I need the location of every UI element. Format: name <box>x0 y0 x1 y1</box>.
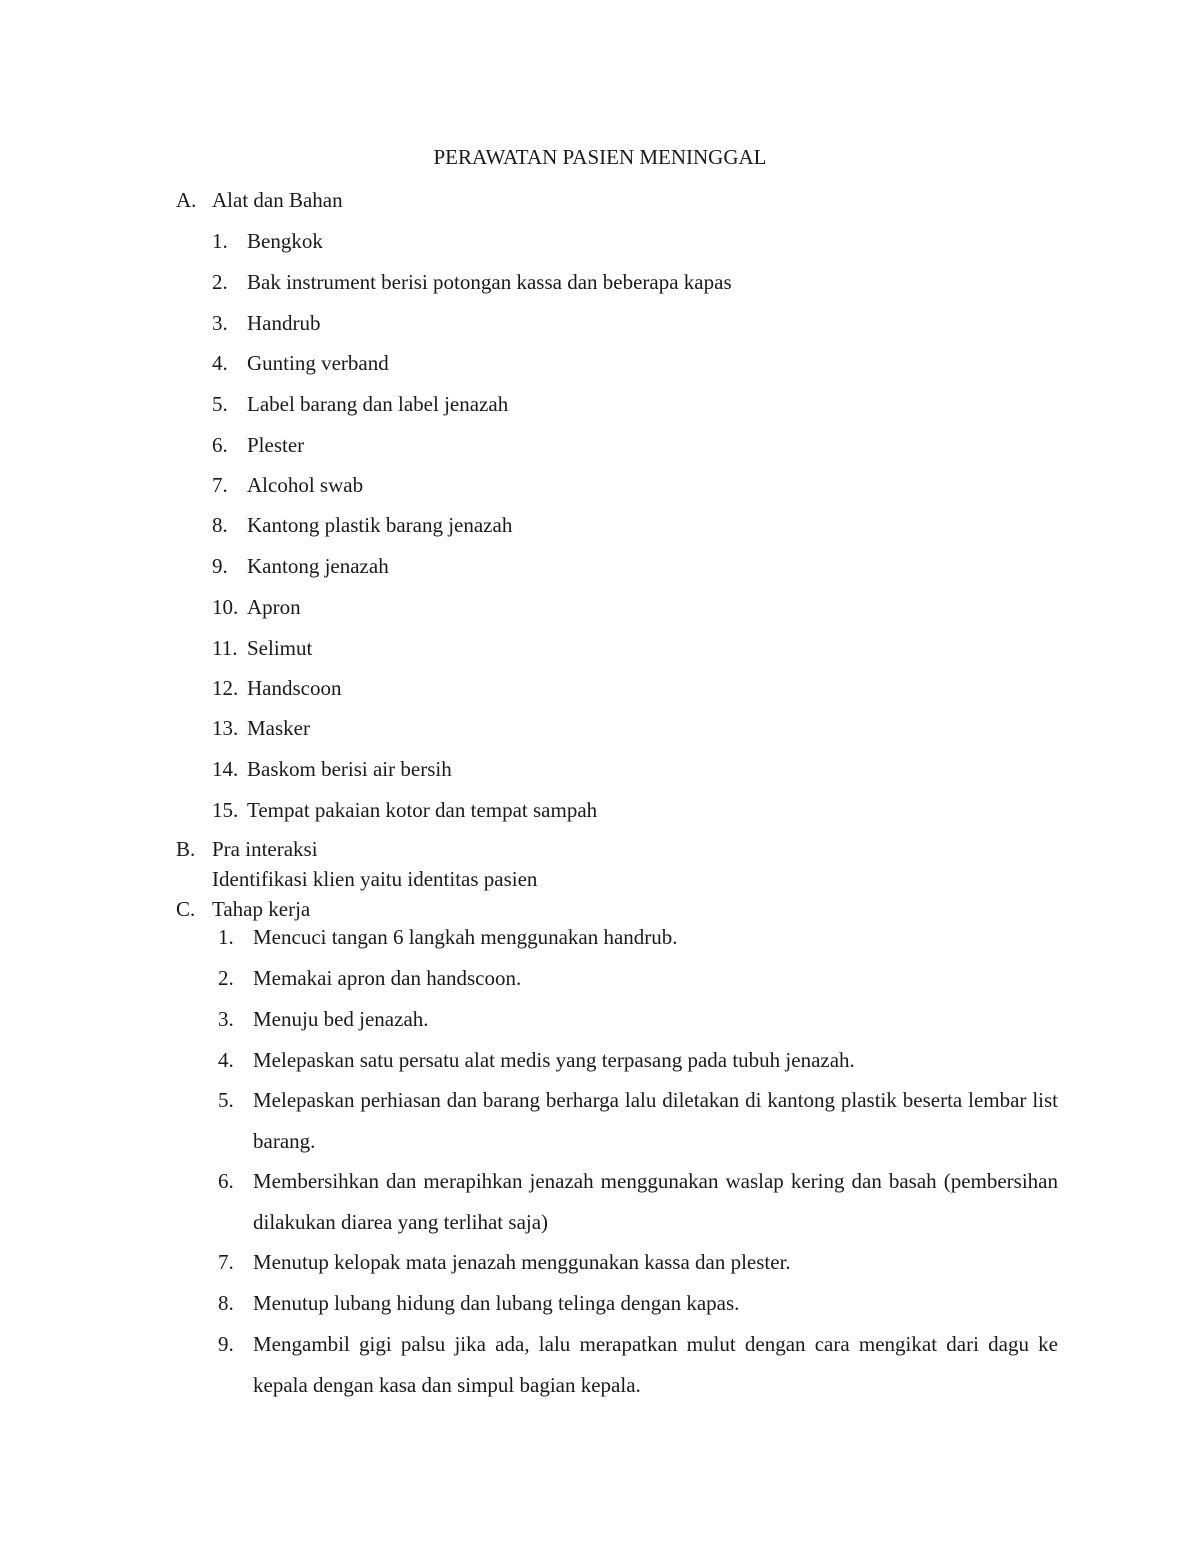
section-a-letter: A. <box>176 188 197 212</box>
section-a-heading: Alat dan Bahan <box>212 188 343 212</box>
section-c-heading: Tahap kerja <box>212 897 311 921</box>
item-text: Handrub <box>247 311 321 335</box>
list-item <box>218 999 1058 1040</box>
list-item <box>212 349 389 377</box>
item-text: Gunting verband <box>247 351 389 375</box>
list-item <box>212 309 320 337</box>
item-text: Apron <box>247 595 301 619</box>
list-item <box>212 268 732 296</box>
list-item <box>218 1283 1058 1324</box>
item-number: 14. <box>212 757 239 781</box>
item-number: 8. <box>218 1291 234 1315</box>
section-c-letter: C. <box>176 897 196 921</box>
item-number: 1. <box>212 229 228 253</box>
item-text: Baskom berisi air bersih <box>247 757 452 781</box>
section-b-body: Identifikasi klien yaitu identitas pasien <box>212 867 538 891</box>
item-number: 1. <box>218 925 234 949</box>
list-item <box>212 471 363 499</box>
item-text: Selimut <box>247 636 313 660</box>
document-title: PERAWATAN PASIEN MENINGGAL <box>433 145 767 169</box>
list-item <box>212 755 452 783</box>
item-text: Membersihkan dan merapihkan jenazah menggunakan waslap kering dan basah (pembersihan dilakukan diarea yang terlihat saja) <box>253 1169 1058 1234</box>
list-item <box>212 634 312 662</box>
item-number: 5. <box>212 392 228 416</box>
list-item <box>212 511 512 539</box>
list-item <box>212 714 310 742</box>
item-text: Menutup lubang hidung dan lubang telinga dengan kapas. <box>253 1291 740 1315</box>
item-text: Mengambil gigi palsu jika ada, lalu merapatkan mulut dengan cara mengikat dari dagu ke kepala dengan kasa dan simpul bagian kepala. <box>253 1332 1058 1397</box>
item-text: Menuju bed jenazah. <box>253 1007 429 1031</box>
item-number: 6. <box>218 1169 234 1193</box>
item-text: Melepaskan perhiasan dan barang berharga lalu diletakan di kantong plastik beserta lembar list barang. <box>253 1088 1058 1153</box>
item-number: 8. <box>212 513 228 537</box>
list-item <box>218 1324 1058 1406</box>
item-text: Handscoon <box>247 676 342 700</box>
item-number: 2. <box>212 270 228 294</box>
list-item <box>212 674 341 702</box>
list-item <box>212 796 597 824</box>
item-number: 3. <box>218 1007 234 1031</box>
item-number: 4. <box>212 351 228 375</box>
item-text: Bak instrument berisi potongan kassa dan beberapa kapas <box>247 270 732 294</box>
list-item <box>218 1040 1058 1081</box>
section-b-letter: B. <box>176 837 196 861</box>
list-item <box>212 431 304 459</box>
item-number: 6. <box>212 433 228 457</box>
item-number: 11. <box>212 636 238 660</box>
list-item <box>212 552 389 580</box>
list-item <box>218 1080 1058 1162</box>
item-text: Kantong plastik barang jenazah <box>247 513 513 537</box>
list-item <box>212 390 508 418</box>
item-text: Label barang dan label jenazah <box>247 392 509 416</box>
item-number: 2. <box>218 966 234 990</box>
item-number: 12. <box>212 676 239 700</box>
item-number: 3. <box>212 311 228 335</box>
list-item <box>212 227 323 255</box>
item-text: Melepaskan satu persatu alat medis yang terpasang pada tubuh jenazah. <box>253 1048 855 1072</box>
item-number: 15. <box>212 798 239 822</box>
item-number: 9. <box>212 554 228 578</box>
item-text: Menutup kelopak mata jenazah menggunakan kassa dan plester. <box>253 1250 791 1274</box>
item-number: 13. <box>212 716 239 740</box>
section-b-heading: Pra interaksi <box>212 837 318 861</box>
item-number: 7. <box>212 473 228 497</box>
item-text: Bengkok <box>247 229 323 253</box>
item-number: 4. <box>218 1048 234 1072</box>
item-number: 9. <box>218 1332 234 1356</box>
item-text: Masker <box>247 716 310 740</box>
item-text: Alcohol swab <box>247 473 364 497</box>
list-item <box>218 917 1058 958</box>
list-item <box>218 1161 1058 1243</box>
list-item <box>218 958 1058 999</box>
item-number: 7. <box>218 1250 234 1274</box>
list-item <box>218 1242 1058 1283</box>
list-item <box>212 593 301 621</box>
item-number: 5. <box>218 1088 234 1112</box>
item-text: Plester <box>247 433 305 457</box>
item-text: Mencuci tangan 6 langkah menggunakan handrub. <box>253 925 678 949</box>
item-number: 10. <box>212 595 239 619</box>
item-text: Kantong jenazah <box>247 554 389 578</box>
item-text: Memakai apron dan handscoon. <box>253 966 522 990</box>
item-text: Tempat pakaian kotor dan tempat sampah <box>247 798 598 822</box>
